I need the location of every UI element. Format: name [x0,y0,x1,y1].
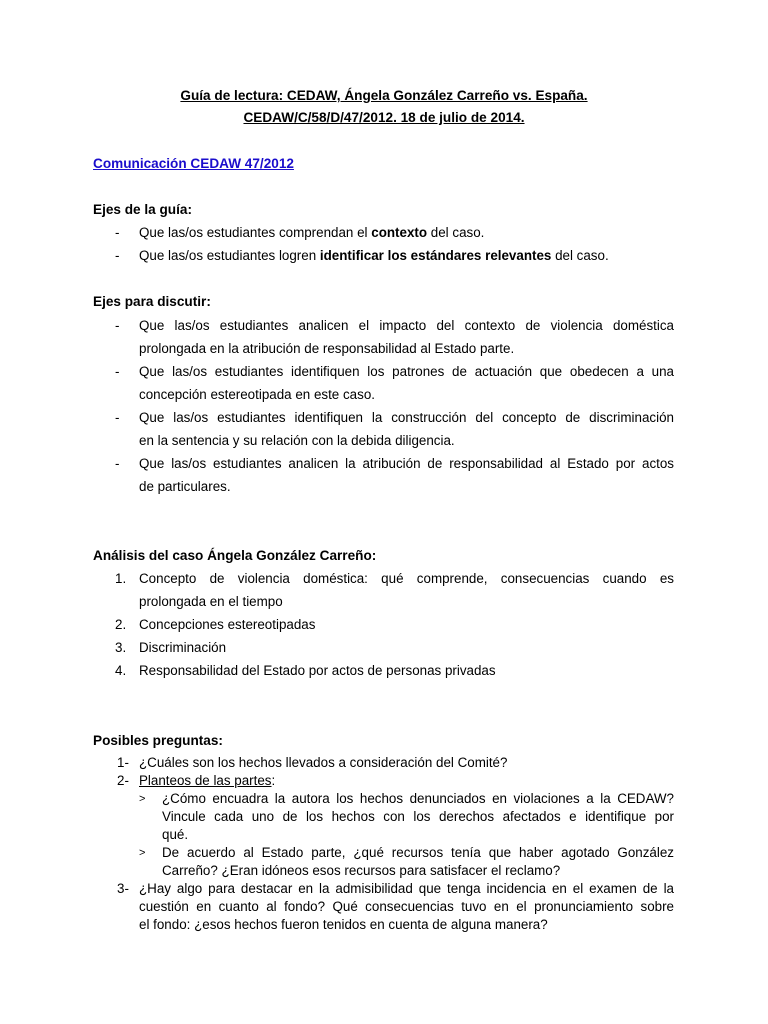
analisis-item-1-line-2: prolongada en el tiempo [139,594,283,609]
analisis-item-1-line-1: Concepto de violencia doméstica: qué comprende, consecuencias cuando es [139,571,674,586]
question-1: ¿Cuáles son los hechos llevados a consideración del Comité? [139,755,508,770]
preguntas-heading: Posibles preguntas: [93,733,223,748]
question-3-line-2: cuestión en cuanto al fondo? Qué consecuencias tuvo en el pronunciamiento sobre [139,899,674,914]
ejes-discutir-item-3-line-1: Que las/os estudiantes identifiquen la construcción del concepto de discriminación [139,410,674,425]
bullet-dash: - [115,248,120,263]
bullet-dash: - [115,410,120,425]
question-3-line-1: ¿Hay algo para destacar en la admisibilidad que tenga incidencia en el examen de la [139,881,674,896]
sub-bullet-marker: > [139,793,146,805]
document-title: Guía de lectura: CEDAW, Ángela González Carreño vs. España. [180,88,588,103]
ejes-discutir-item-4-line-1: Que las/os estudiantes analicen la atribución de responsabilidad al Estado por actos [139,456,674,471]
list-number: 4. [115,663,127,678]
analisis-item-4: Responsabilidad del Estado por actos de personas privadas [139,663,496,678]
ejes-discutir-item-4-line-2: de particulares. [139,479,231,494]
ejes-guia-item-1: Que las/os estudiantes comprendan el contexto del caso. [139,225,485,240]
ejes-discutir-item-1-line-1: Que las/os estudiantes analicen el impacto del contexto de violencia doméstica [139,318,674,333]
question-2: Planteos de las partes: [139,773,276,788]
question-2a-line-1: ¿Cómo encuadra la autora los hechos denunciados en violaciones a la CEDAW? [162,791,674,806]
communication-link[interactable]: Comunicación CEDAW 47/2012 [93,156,294,171]
document-subtitle: CEDAW/C/58/D/47/2012. 18 de julio de 2014. [243,110,525,125]
ejes-discutir-heading: Ejes para discutir: [93,294,211,309]
bullet-dash: - [115,318,120,333]
bullet-dash: - [115,225,120,240]
analisis-item-3: Discriminación [139,640,227,655]
ejes-discutir-item-1-line-2: prolongada en la atribución de responsabilidad al Estado parte. [139,341,515,356]
list-number: 3. [115,640,127,655]
ejes-discutir-item-2-line-1: Que las/os estudiantes identifiquen los patrones de actuación que obedecen a una [139,364,674,379]
sub-bullet-marker: > [139,847,146,859]
list-number: 1. [115,571,127,586]
ejes-discutir-item-2-line-2: concepción estereotipada en este caso. [139,387,375,402]
question-2b-line-2: Carreño? ¿Eran idóneos esos recursos para satisfacer el reclamo? [162,863,561,878]
ejes-guia-item-2: Que las/os estudiantes logren identificar los estándares relevantes del caso. [139,248,609,263]
list-number: 2. [115,617,127,632]
bullet-dash: - [115,364,120,379]
question-number: 3- [117,881,129,896]
ejes-guia-heading: Ejes de la guía: [93,202,192,217]
question-number: 2- [117,773,129,788]
analisis-heading: Análisis del caso Ángela González Carreño: [93,548,377,563]
analisis-item-2: Concepciones estereotipadas [139,617,316,632]
question-3-line-3: el fondo: ¿esos hechos fueron tenidos en cuenta de alguna manera? [139,917,548,932]
question-2a-line-3: qué. [162,827,189,842]
question-2b-line-1: De acuerdo al Estado parte, ¿qué recursos tenía que haber agotado González [162,845,674,860]
question-2a-line-2: Vincule cada uno de los hechos con los derechos afectados e identifique por [162,809,674,824]
bullet-dash: - [115,456,120,471]
question-number: 1- [117,755,129,770]
ejes-discutir-item-3-line-2: en la sentencia y su relación con la debida diligencia. [139,433,455,448]
